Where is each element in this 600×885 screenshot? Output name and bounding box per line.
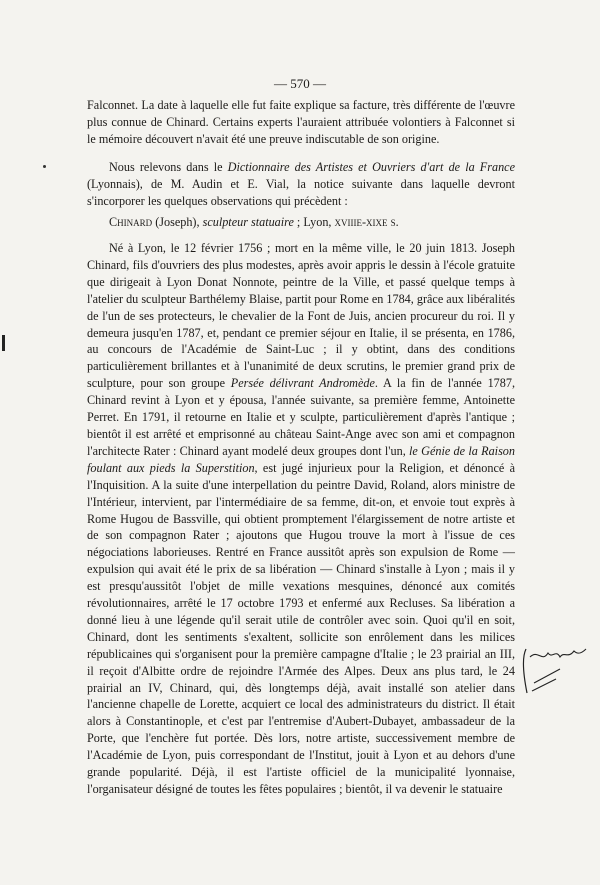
- paragraph-dictionnaire: [87, 159, 515, 210]
- edge-mark: [2, 335, 5, 351]
- artwork-title: Persée délivrant Andromède: [230, 376, 375, 391]
- page-number: — 570 —: [274, 76, 326, 91]
- handwritten-erreur-mark: [520, 643, 592, 707]
- text: ; Lyon,: [293, 215, 335, 229]
- text: . A la fin de l'année 1787, Chinard revint à Lyon et y épousa, l'année suivante, sa première femme, Antoinette Perret. En 1791, il retourne en Italie et y sculpte, particulièrement d'après l'antique ; bientôt il est arrêté et emprisonné au château Saint-Ange avec son ami et compagnon l'architecte Rater : Chinard ayant modelé deux groupes dont l'un,: [87, 376, 515, 458]
- text: (Joseph),: [152, 215, 203, 229]
- text: (Lyonnais), de M. Audin et E. Vial, la notice suivante dans laquelle devront s'incorporer les quelques observations qui précèdent :: [87, 177, 515, 208]
- text: , est jugé injurieux pour la Religion, et dénoncé à l'Inquisition. A la suite d'une interpellation du peintre David, Roland, alors ministre de l'Intérieur, intervient, par l'intermédiaire de sa femme, dit-on, et envoie tout exprès à Rome Hugou de Bassville, qui obtient promptement l'élargissement de notre artiste et de son compagnon Rater ; ajoutons que Hugou trouve la mort à l'issue de ces négociations laborieuses. Rentré en France aussitôt après son expulsion de Rome — expulsion qui avait été le prix de sa libération — Chinard s'installe à Lyon ; mais il y est presqu'aussitôt l'objet de mille vexations mesquines, dénoncé aux comités révolutionnaires, arrêté le 17 octobre 1793 et enfermé aux Recluses. Sa libération a donné lieu à une légende qu'il serait utile de contrôler avec soin. Quoi qu'il en soit, Chinard, dont les sentiments s'exaltent, sollicite son enrôlement dans les milices républicaines qui s'organisent pour la première campagne d'Italie ; le 23 prairial an III, il reçoit d'Albitte ordre de rejoindre l'Armée des Alpes. Deux ans plus tard, le 24 prairial an IV, Chinard, qui, dès longtemps déjà, avait installé son atelier dans l'ancienne chapelle de Lorette, acquiert ce local des administrateurs du district. Il était alors à Constantinople, et c'est par l'entremise d'Aubert-Dubayet, ambassadeur de la Porte, que l'enchère fut portée. Dès lors, notre artiste, successivement membre de l'Académie de Lyon, puis correspondant de l'Institut, jouit à Lyon et au dehors d'une grande popularité. Déjà, il est l'artiste officiel de la municipalité lyonnaise, l'organisateur désigné de toutes les fêtes populaires ; bientôt, il va devenir le statuaire: [87, 460, 515, 796]
- text: Né à Lyon, le 12 février 1756 ; mort en la même ville, le 20 juin 1813. Joseph Chinard, fils d'ouvriers des plus modestes, après avoir appris le dessin à l'école gratuite que dirigeait à Lyon Donat Nonnote, peintre de la Ville, et passé quelque temps à l'atelier du sculpteur Barthélemy Blaise, partit pour Rome en 1784, grâce aux libéralités de l'un de ses protecteurs, le chevalier de la Font de Juis, ancien procureur du roi. Il y demeura jusqu'en 1787, et, pendant ce premier séjour en Italie, il se présenta, en 1786, au concours de l'Académie de Saint-Luc ; il y obtint, dans des conditions particulièrement brillantes et à l'unanimité de deux scrutins, le premier grand prix de sculpture, pour son groupe: [87, 241, 515, 391]
- entry-role: sculpteur statuaire: [202, 215, 294, 229]
- entry-name: Chinard: [109, 215, 153, 229]
- paragraph-text: Falconnet. La date à laquelle elle fut faite explique sa facture, très différente de l'œuvre plus connue de Chinard. Certains experts l'auraient attribuée volontiers à Falconnet si le mémoire découvert n'avait été une preuve indiscutable de son origine.: [87, 98, 515, 146]
- text: Nous relevons dans le: [109, 160, 228, 174]
- paragraph-falconnet: [87, 97, 515, 148]
- artwork-title: le Génie de la Raison foulant aux pieds la Superstition: [87, 443, 515, 475]
- ink-dot: [43, 165, 46, 168]
- entry-heading: [87, 214, 515, 231]
- handwritten-annotation: [520, 643, 592, 707]
- book-title: Dictionnaire des Artistes et Ouvriers d'art de la France: [227, 160, 516, 174]
- entry-centuries: xviiie-xixe s.: [334, 215, 399, 229]
- paragraph-biography: [87, 240, 515, 798]
